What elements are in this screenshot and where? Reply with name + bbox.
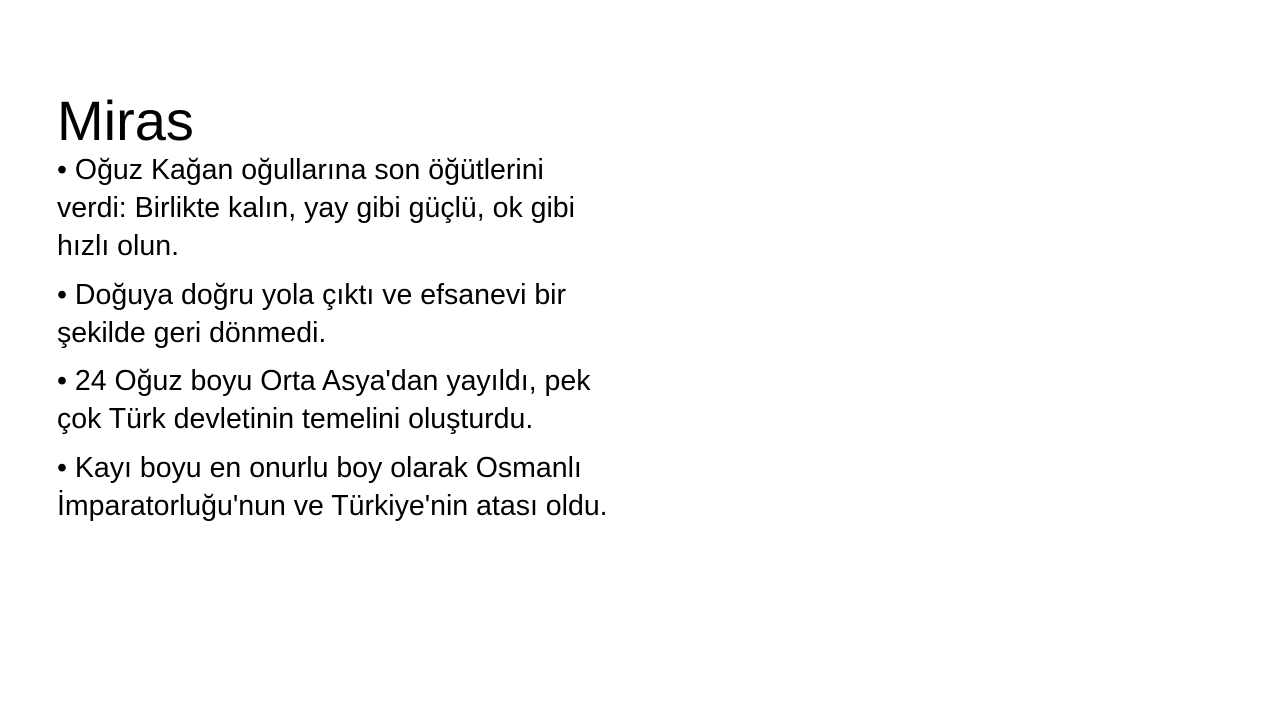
bullet-dot-icon: •: [57, 452, 67, 485]
list-item-text: 24 Oğuz boyu Orta Asya'dan yayıldı, pek çok Türk devletinin temelini oluşturdu.: [57, 365, 591, 436]
page-title: Miras: [57, 88, 194, 152]
bullet-list: [57, 152, 617, 526]
list-item: [57, 450, 617, 526]
list-item-text: Oğuz Kağan oğullarına son öğütlerini verdi: Birlikte kalın, yay gibi güçlü, ok gibi hızlı olun.: [57, 154, 575, 262]
list-item: [57, 363, 617, 439]
bullet-dot-icon: •: [57, 154, 67, 186]
list-item: [57, 277, 617, 353]
list-item: [57, 152, 617, 266]
list-item-text: Kayı boyu en onurlu boy olarak Osmanlı İmparatorluğu'nun ve Türkiye'nin atası oldu.: [57, 452, 608, 523]
bullet-dot-icon: •: [57, 365, 67, 398]
bullet-dot-icon: •: [57, 278, 67, 311]
list-item-text: Doğuya doğru yola çıktı ve efsanevi bir şekilde geri dönmedi.: [57, 278, 567, 349]
